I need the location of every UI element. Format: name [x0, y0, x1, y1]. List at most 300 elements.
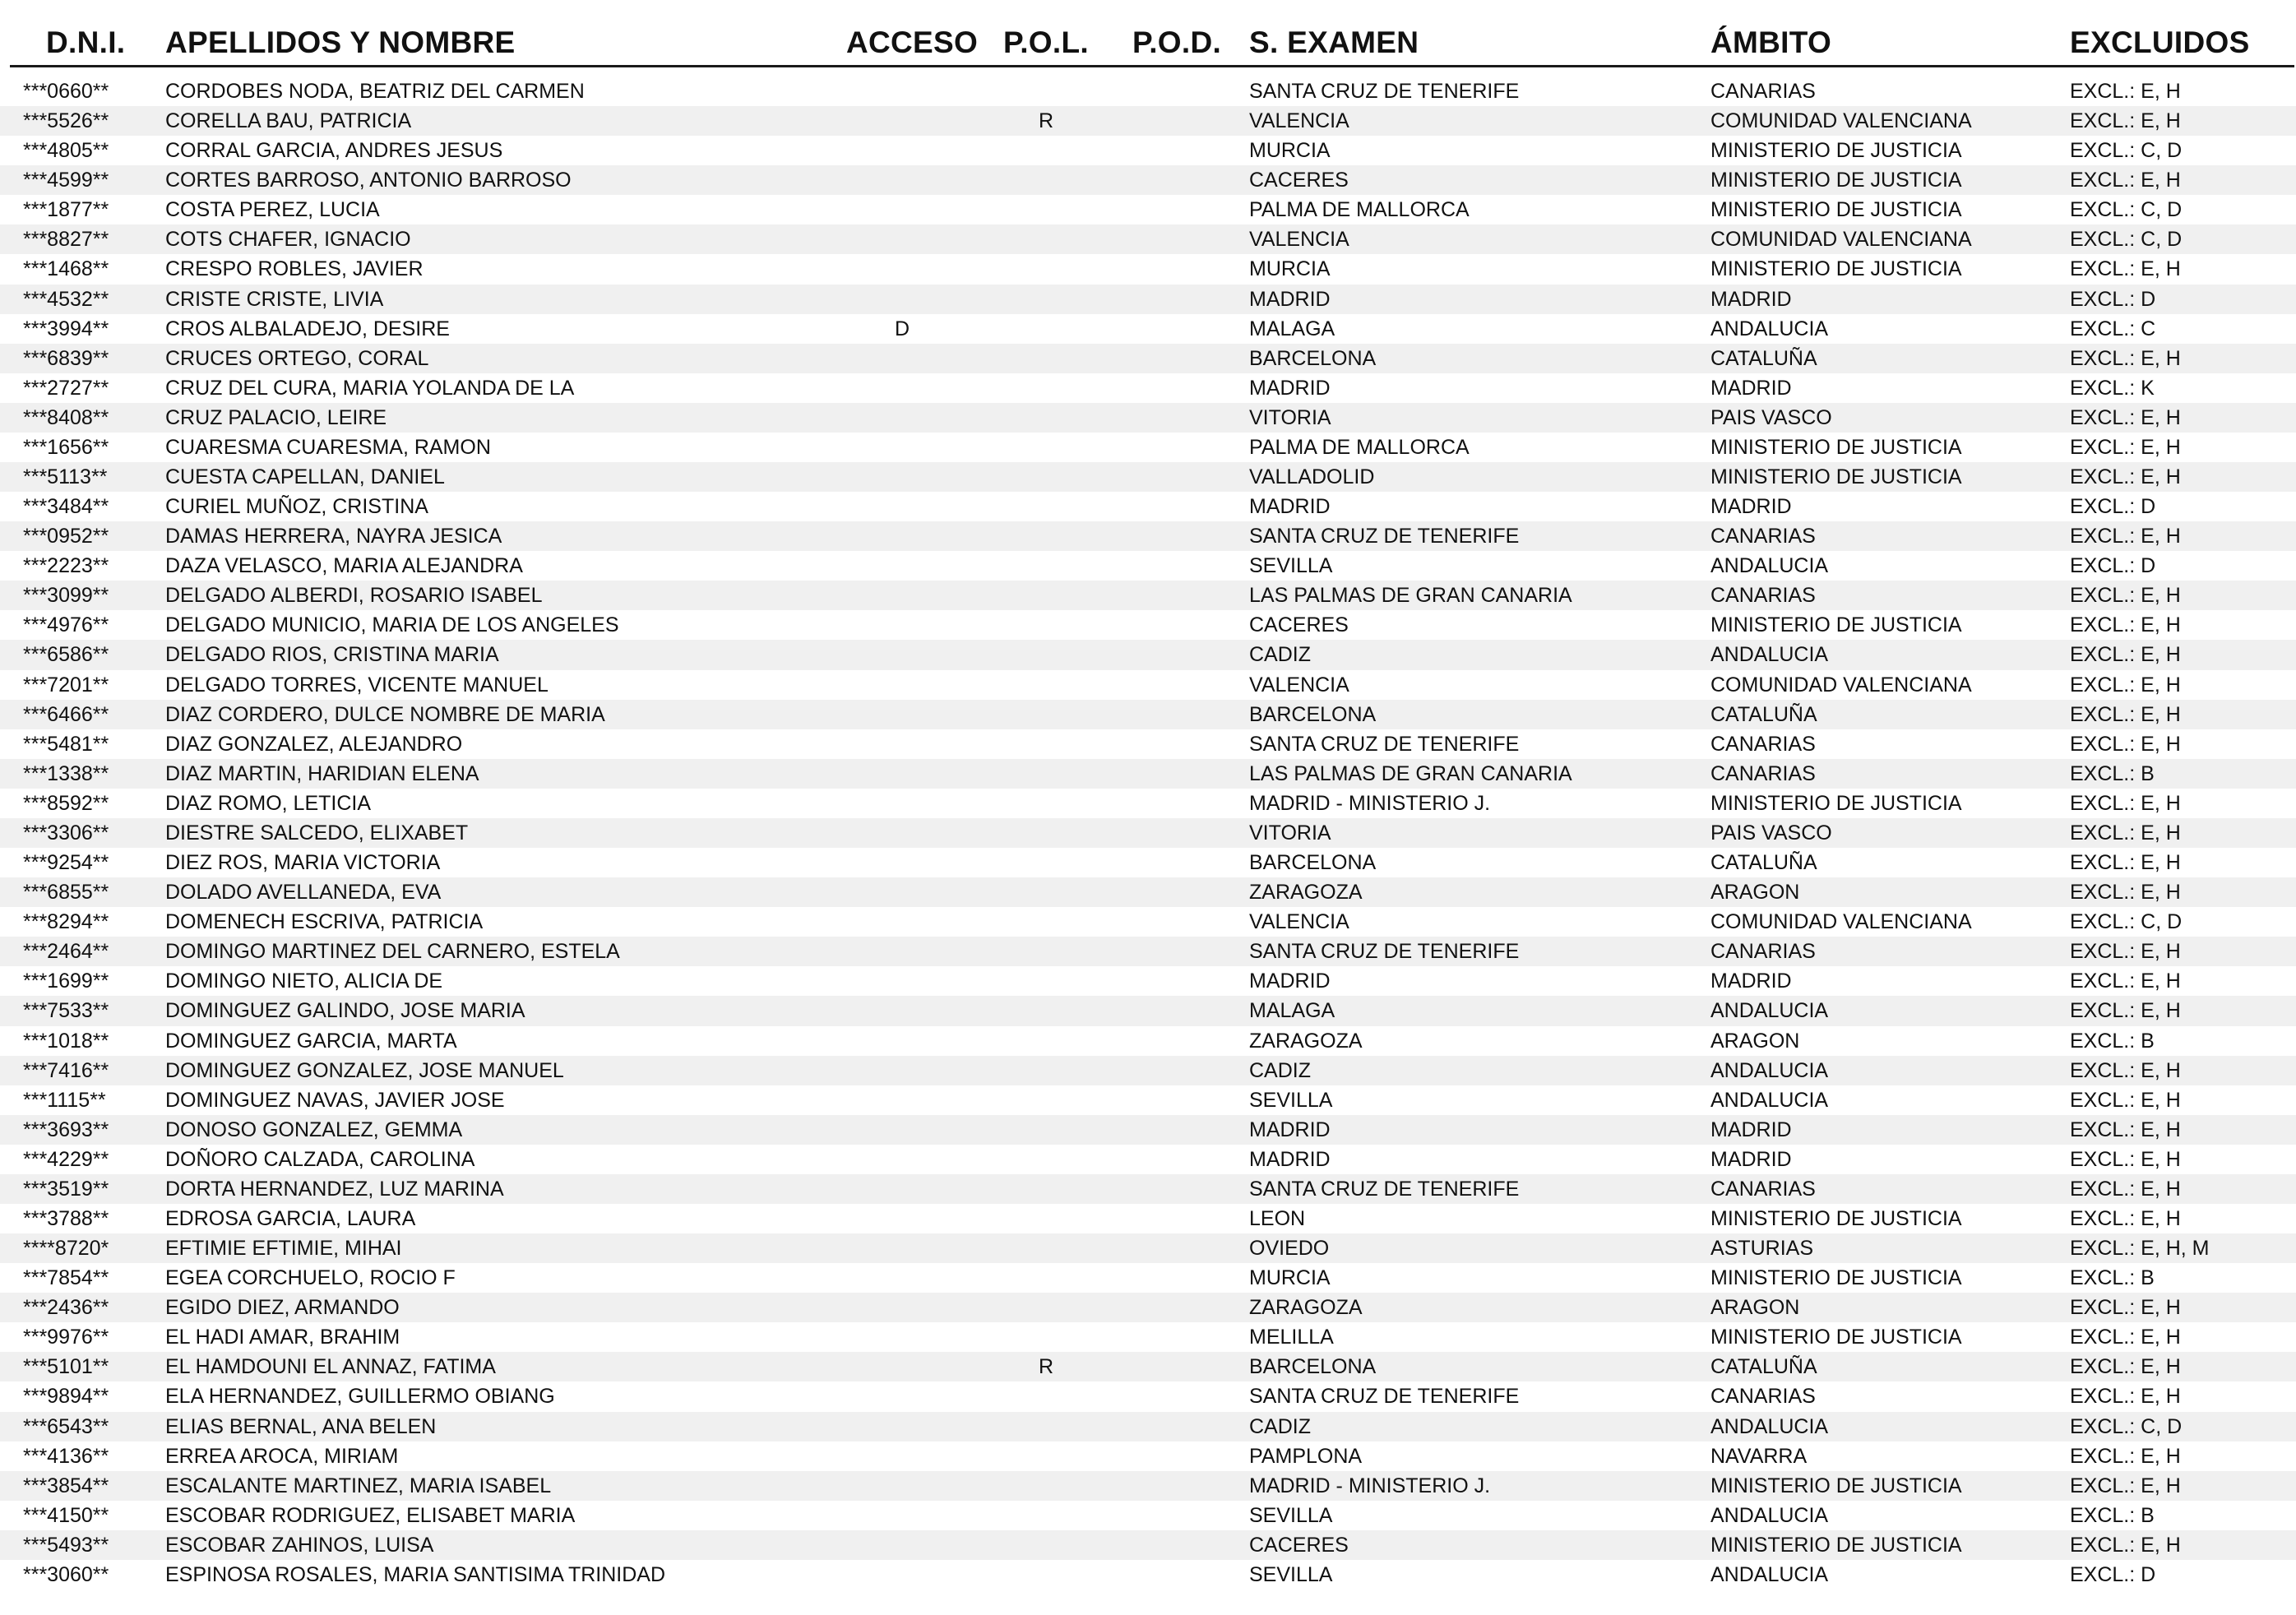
name-cell: DOMINGUEZ GARCIA, MARTA [165, 1029, 457, 1053]
ambito-cell: CANARIAS [1710, 940, 1816, 964]
examen-cell: LAS PALMAS DE GRAN CANARIA [1249, 761, 1572, 785]
dni-cell: ***5113** [23, 465, 108, 489]
pol-cell: R [1039, 1355, 1054, 1379]
name-cell: CRESPO ROBLES, JAVIER [165, 257, 424, 281]
ambito-cell: ANDALUCIA [1710, 554, 1829, 578]
dni-cell: ***8827** [23, 228, 109, 252]
ambito-cell: ANDALUCIA [1710, 1562, 1829, 1586]
dni-cell: ***4532** [23, 287, 109, 311]
dni-cell: ***1115** [23, 1088, 106, 1112]
table-row [0, 877, 2296, 907]
table-row [0, 996, 2296, 1025]
table-row [0, 373, 2296, 403]
table-row [0, 1471, 2296, 1501]
dni-cell: ***2464** [23, 940, 109, 964]
ambito-cell: CATALUÑA [1710, 851, 1817, 875]
examen-cell: MURCIA [1249, 1266, 1331, 1290]
dni-cell: ***4136** [23, 1444, 109, 1468]
ambito-cell: CANARIAS [1710, 1177, 1816, 1201]
dni-cell: ***6466** [23, 702, 109, 726]
excluidos-cell: EXCL.: E, H [2070, 1118, 2181, 1141]
excluidos-cell: EXCL.: E, H [2070, 465, 2181, 489]
excluidos-cell: EXCL.: E, H [2070, 940, 2181, 964]
examen-cell: MADRID [1249, 1147, 1331, 1171]
table-row [0, 789, 2296, 818]
dni-cell: ***8408** [23, 405, 109, 429]
table-row [0, 462, 2296, 492]
excluidos-cell: EXCL.: E, H [2070, 169, 2181, 192]
dni-cell: ***6543** [23, 1414, 109, 1438]
ambito-cell: MINISTERIO DE JUSTICIA [1710, 613, 1962, 637]
excluidos-cell: EXCL.: E, H [2070, 109, 2181, 133]
examen-cell: VALENCIA [1249, 228, 1349, 252]
ambito-cell: MADRID [1710, 376, 1792, 400]
examen-cell: MADRID [1249, 969, 1331, 993]
name-cell: DIESTRE SALCEDO, ELIXABET [165, 821, 469, 845]
name-cell: DOMENECH ESCRIVA, PATRICIA [165, 910, 484, 934]
name-cell: CORELLA BAU, PATRICIA [165, 109, 412, 133]
ambito-cell: ANDALUCIA [1710, 1088, 1829, 1112]
dni-cell: ***4150** [23, 1503, 109, 1527]
dni-cell: ***5481** [23, 732, 109, 756]
name-cell: DELGADO TORRES, VICENTE MANUEL [165, 673, 549, 696]
excluidos-cell: EXCL.: E, H [2070, 702, 2181, 726]
name-cell: ELIAS BERNAL, ANA BELEN [165, 1414, 437, 1438]
ambito-cell: ANDALUCIA [1710, 1058, 1829, 1082]
dni-cell: ***8294** [23, 910, 109, 934]
ambito-cell: COMUNIDAD VALENCIANA [1710, 910, 1972, 934]
ambito-cell: CANARIAS [1710, 761, 1816, 785]
excluidos-cell: EXCL.: C, D [2070, 139, 2183, 163]
table-row [0, 848, 2296, 877]
examen-cell: OVIEDO [1249, 1237, 1330, 1261]
examen-cell: PAMPLONA [1249, 1444, 1363, 1468]
ambito-cell: MADRID [1710, 287, 1792, 311]
header-nombre: APELLIDOS Y NOMBRE [165, 25, 516, 59]
examen-cell: BARCELONA [1249, 851, 1377, 875]
ambito-cell: COMUNIDAD VALENCIANA [1710, 109, 1972, 133]
dni-cell: ***4805** [23, 139, 109, 163]
excluidos-cell: EXCL.: E, H [2070, 999, 2181, 1023]
ambito-cell: COMUNIDAD VALENCIANA [1710, 673, 1972, 696]
ambito-cell: ANDALUCIA [1710, 1414, 1829, 1438]
table-row [0, 224, 2296, 254]
dni-cell: ***9254** [23, 851, 109, 875]
dni-cell: ***2223** [23, 554, 109, 578]
examen-cell: SANTA CRUZ DE TENERIFE [1249, 1385, 1520, 1409]
excluidos-cell: EXCL.: C, D [2070, 228, 2183, 252]
name-cell: DELGADO ALBERDI, ROSARIO ISABEL [165, 584, 543, 608]
dni-cell: ***6855** [23, 881, 109, 905]
dni-cell: ***1877** [23, 198, 109, 222]
excluidos-cell: EXCL.: E, H [2070, 1474, 2181, 1497]
excluidos-cell: EXCL.: E, H [2070, 1177, 2181, 1201]
header-examen: S. EXAMEN [1249, 25, 1419, 59]
examen-cell: CACERES [1249, 169, 1349, 192]
excluidos-cell: EXCL.: E, H [2070, 435, 2181, 459]
excluidos-cell: EXCL.: D [2070, 495, 2156, 519]
ambito-cell: ARAGON [1710, 1296, 1800, 1320]
examen-cell: CADIZ [1249, 643, 1311, 667]
ambito-cell: MADRID [1710, 969, 1792, 993]
excluidos-cell: EXCL.: E, H [2070, 346, 2181, 370]
name-cell: EGEA CORCHUELO, ROCIO F [165, 1266, 456, 1290]
excluidos-cell: EXCL.: E, H [2070, 80, 2181, 103]
table-row [0, 1263, 2296, 1293]
excluidos-cell: EXCL.: E, H [2070, 1444, 2181, 1468]
table-row [0, 1412, 2296, 1441]
examen-cell: SANTA CRUZ DE TENERIFE [1249, 940, 1520, 964]
ambito-cell: MINISTERIO DE JUSTICIA [1710, 1326, 1962, 1349]
excluidos-cell: EXCL.: E, H [2070, 881, 2181, 905]
table-row [0, 1530, 2296, 1560]
table-row [0, 1204, 2296, 1233]
table-body [0, 76, 2296, 1590]
examen-cell: BARCELONA [1249, 1355, 1377, 1379]
table-row [0, 1085, 2296, 1115]
dni-cell: ****8720* [23, 1237, 109, 1261]
name-cell: ERREA AROCA, MIRIAM [165, 1444, 399, 1468]
name-cell: DORTA HERNANDEZ, LUZ MARINA [165, 1177, 504, 1201]
examen-cell: SANTA CRUZ DE TENERIFE [1249, 732, 1520, 756]
table-row [0, 106, 2296, 136]
ambito-cell: MINISTERIO DE JUSTICIA [1710, 198, 1962, 222]
excluidos-cell: EXCL.: E, H [2070, 1533, 2181, 1557]
ambito-cell: MADRID [1710, 1147, 1792, 1171]
examen-cell: MURCIA [1249, 257, 1331, 281]
examen-cell: CADIZ [1249, 1058, 1311, 1082]
table-row [0, 285, 2296, 314]
excluidos-cell: EXCL.: E, H [2070, 613, 2181, 637]
name-cell: DOMINGUEZ GALINDO, JOSE MARIA [165, 999, 525, 1023]
excluidos-cell: EXCL.: B [2070, 1029, 2155, 1053]
ambito-cell: MINISTERIO DE JUSTICIA [1710, 1266, 1962, 1290]
dni-cell: ***7201** [23, 673, 109, 696]
header-dni: D.N.I. [46, 25, 126, 59]
table-row [0, 195, 2296, 224]
table-row [0, 1322, 2296, 1352]
examen-cell: SANTA CRUZ DE TENERIFE [1249, 525, 1520, 548]
examen-cell: VALENCIA [1249, 910, 1349, 934]
excluidos-cell: EXCL.: E, H [2070, 791, 2181, 815]
table-row [0, 314, 2296, 344]
header-acceso: ACCESO [846, 25, 979, 59]
name-cell: CURIEL MUÑOZ, CRISTINA [165, 495, 428, 519]
table-row [0, 759, 2296, 789]
examen-cell: CACERES [1249, 613, 1349, 637]
examen-cell: LEON [1249, 1206, 1306, 1230]
table-row [0, 76, 2296, 106]
name-cell: CORDOBES NODA, BEATRIZ DEL CARMEN [165, 80, 585, 103]
table-row [0, 1115, 2296, 1145]
excluidos-cell: EXCL.: B [2070, 1503, 2155, 1527]
table-row [0, 818, 2296, 848]
ambito-cell: ANDALUCIA [1710, 317, 1829, 340]
ambito-cell: MINISTERIO DE JUSTICIA [1710, 1206, 1962, 1230]
ambito-cell: PAIS VASCO [1710, 405, 1832, 429]
dni-cell: ***0952** [23, 525, 109, 548]
ambito-cell: CATALUÑA [1710, 1355, 1817, 1379]
acceso-cell: D [895, 317, 910, 340]
examen-cell: MADRID [1249, 287, 1331, 311]
name-cell: DOMINGO MARTINEZ DEL CARNERO, ESTELA [165, 940, 620, 964]
ambito-cell: CANARIAS [1710, 525, 1816, 548]
examen-cell: MADRID - MINISTERIO J. [1249, 791, 1491, 815]
name-cell: ESCOBAR ZAHINOS, LUISA [165, 1533, 434, 1557]
examen-cell: CACERES [1249, 1533, 1349, 1557]
table-row [0, 1441, 2296, 1471]
examen-cell: MADRID [1249, 376, 1331, 400]
table-row [0, 1381, 2296, 1411]
table-row [0, 1026, 2296, 1056]
table-row [0, 670, 2296, 700]
examen-cell: VITORIA [1249, 405, 1331, 429]
name-cell: ESCALANTE MARTINEZ, MARIA ISABEL [165, 1474, 552, 1497]
header-ambito: ÁMBITO [1710, 25, 1832, 59]
ambito-cell: ANDALUCIA [1710, 1503, 1829, 1527]
name-cell: DIEZ ROS, MARIA VICTORIA [165, 851, 441, 875]
excluidos-cell: EXCL.: E, H [2070, 584, 2181, 608]
table-row [0, 1352, 2296, 1381]
excluidos-cell: EXCL.: E, H [2070, 405, 2181, 429]
dni-cell: ***1468** [23, 257, 109, 281]
ambito-cell: ARAGON [1710, 1029, 1800, 1053]
table-row [0, 1560, 2296, 1590]
ambito-cell: MADRID [1710, 1118, 1792, 1141]
dni-cell: ***3519** [23, 1177, 109, 1201]
excluidos-cell: EXCL.: E, H [2070, 851, 2181, 875]
name-cell: CRUCES ORTEGO, CORAL [165, 346, 429, 370]
examen-cell: SEVILLA [1249, 554, 1333, 578]
name-cell: ESCOBAR RODRIGUEZ, ELISABET MARIA [165, 1503, 576, 1527]
excluidos-cell: EXCL.: D [2070, 554, 2156, 578]
examen-cell: MALAGA [1249, 317, 1335, 340]
dni-cell: ***6839** [23, 346, 109, 370]
excluidos-cell: EXCL.: C, D [2070, 198, 2183, 222]
excluidos-cell: EXCL.: E, H [2070, 643, 2181, 667]
name-cell: CUARESMA CUARESMA, RAMON [165, 435, 491, 459]
excluidos-cell: EXCL.: K [2070, 376, 2155, 400]
examen-cell: SEVILLA [1249, 1562, 1333, 1586]
table-row [0, 966, 2296, 996]
examen-cell: LAS PALMAS DE GRAN CANARIA [1249, 584, 1572, 608]
pol-cell: R [1039, 109, 1054, 133]
name-cell: DELGADO RIOS, CRISTINA MARIA [165, 643, 499, 667]
name-cell: CROS ALBALADEJO, DESIRE [165, 317, 450, 340]
table-row [0, 344, 2296, 373]
examen-cell: VITORIA [1249, 821, 1331, 845]
examen-cell: VALENCIA [1249, 109, 1349, 133]
name-cell: DOLADO AVELLANEDA, EVA [165, 881, 442, 905]
excluidos-cell: EXCL.: E, H [2070, 1147, 2181, 1171]
table-row [0, 403, 2296, 433]
name-cell: DELGADO MUNICIO, MARIA DE LOS ANGELES [165, 613, 619, 637]
excluidos-cell: EXCL.: D [2070, 287, 2156, 311]
name-cell: ESPINOSA ROSALES, MARIA SANTISIMA TRINIDAD [165, 1562, 666, 1586]
excluidos-cell: EXCL.: E, H [2070, 673, 2181, 696]
ambito-cell: MADRID [1710, 495, 1792, 519]
ambito-cell: MINISTERIO DE JUSTICIA [1710, 465, 1962, 489]
ambito-cell: ANDALUCIA [1710, 643, 1829, 667]
ambito-cell: CATALUÑA [1710, 702, 1817, 726]
table-row [0, 1293, 2296, 1322]
excluidos-cell: EXCL.: E, H [2070, 1326, 2181, 1349]
excluidos-cell: EXCL.: D [2070, 1562, 2156, 1586]
examen-cell: PALMA DE MALLORCA [1249, 198, 1470, 222]
dni-cell: ***4599** [23, 169, 109, 192]
ambito-cell: MINISTERIO DE JUSTICIA [1710, 435, 1962, 459]
name-cell: COSTA PEREZ, LUCIA [165, 198, 380, 222]
table-row [0, 1501, 2296, 1530]
name-cell: EDROSA GARCIA, LAURA [165, 1206, 416, 1230]
name-cell: DIAZ CORDERO, DULCE NOMBRE DE MARIA [165, 702, 605, 726]
dni-cell: ***1656** [23, 435, 109, 459]
table-row [0, 1056, 2296, 1085]
dni-cell: ***3994** [23, 317, 109, 340]
ambito-cell: MINISTERIO DE JUSTICIA [1710, 257, 1962, 281]
name-cell: EGIDO DIEZ, ARMANDO [165, 1296, 400, 1320]
examen-cell: SANTA CRUZ DE TENERIFE [1249, 80, 1520, 103]
examen-cell: VALLADOLID [1249, 465, 1375, 489]
dni-cell: ***3854** [23, 1474, 109, 1497]
table-row [0, 1174, 2296, 1204]
ambito-cell: ASTURIAS [1710, 1237, 1814, 1261]
examen-cell: MALAGA [1249, 999, 1335, 1023]
dni-cell: ***3693** [23, 1118, 109, 1141]
examen-cell: MELILLA [1249, 1326, 1334, 1349]
ambito-cell: CANARIAS [1710, 732, 1816, 756]
name-cell: ELA HERNANDEZ, GUILLERMO OBIANG [165, 1385, 555, 1409]
ambito-cell: CANARIAS [1710, 80, 1816, 103]
examen-cell: ZARAGOZA [1249, 1296, 1363, 1320]
ambito-cell: CANARIAS [1710, 584, 1816, 608]
dni-cell: ***4976** [23, 613, 109, 637]
examen-cell: MADRID - MINISTERIO J. [1249, 1474, 1491, 1497]
table-row [0, 551, 2296, 581]
name-cell: DONOSO GONZALEZ, GEMMA [165, 1118, 463, 1141]
ambito-cell: MINISTERIO DE JUSTICIA [1710, 169, 1962, 192]
table-row [0, 729, 2296, 759]
excluidos-cell: EXCL.: C [2070, 317, 2156, 340]
table-row [0, 581, 2296, 610]
table-row [0, 521, 2296, 551]
dni-cell: ***9894** [23, 1385, 109, 1409]
excluidos-cell: EXCL.: E, H [2070, 1088, 2181, 1112]
examen-cell: BARCELONA [1249, 346, 1377, 370]
excluidos-cell: EXCL.: E, H [2070, 1058, 2181, 1082]
excluidos-cell: EXCL.: C, D [2070, 910, 2183, 934]
excluidos-cell: EXCL.: E, H [2070, 525, 2181, 548]
excluidos-cell: EXCL.: E, H [2070, 1296, 2181, 1320]
name-cell: EFTIMIE EFTIMIE, MIHAI [165, 1237, 402, 1261]
dni-cell: ***3484** [23, 495, 109, 519]
name-cell: CUESTA CAPELLAN, DANIEL [165, 465, 445, 489]
ambito-cell: COMUNIDAD VALENCIANA [1710, 228, 1972, 252]
name-cell: CRISTE CRISTE, LIVIA [165, 287, 384, 311]
dni-cell: ***5526** [23, 109, 109, 133]
name-cell: DIAZ ROMO, LETICIA [165, 791, 372, 815]
examen-cell: SEVILLA [1249, 1503, 1333, 1527]
examen-cell: PALMA DE MALLORCA [1249, 435, 1470, 459]
ambito-cell: CATALUÑA [1710, 346, 1817, 370]
dni-cell: ***6586** [23, 643, 109, 667]
excluidos-cell: EXCL.: E, H [2070, 732, 2181, 756]
table-row [0, 610, 2296, 640]
dni-cell: ***3099** [23, 584, 109, 608]
examen-cell: MADRID [1249, 495, 1331, 519]
excluidos-cell: EXCL.: C, D [2070, 1414, 2183, 1438]
dni-cell: ***1018** [23, 1029, 109, 1053]
examen-cell: SEVILLA [1249, 1088, 1333, 1112]
examen-cell: VALENCIA [1249, 673, 1349, 696]
dni-cell: ***1338** [23, 761, 109, 785]
name-cell: DOMINGUEZ GONZALEZ, JOSE MANUEL [165, 1058, 564, 1082]
header-rule [10, 65, 2294, 67]
header-pol: P.O.L. [1003, 25, 1089, 59]
header-excluidos: EXCLUIDOS [2070, 25, 2250, 59]
examen-cell: CADIZ [1249, 1414, 1311, 1438]
name-cell: CRUZ PALACIO, LEIRE [165, 405, 387, 429]
dni-cell: ***2436** [23, 1296, 109, 1320]
excluidos-cell: EXCL.: E, H [2070, 821, 2181, 845]
excluidos-cell: EXCL.: B [2070, 1266, 2155, 1290]
dni-cell: ***3060** [23, 1562, 109, 1586]
ambito-cell: MINISTERIO DE JUSTICIA [1710, 139, 1962, 163]
name-cell: DAMAS HERRERA, NAYRA JESICA [165, 525, 502, 548]
ambito-cell: NAVARRA [1710, 1444, 1808, 1468]
name-cell: DOMINGO NIETO, ALICIA DE [165, 969, 443, 993]
examen-cell: ZARAGOZA [1249, 881, 1363, 905]
table-row [0, 907, 2296, 937]
table-row [0, 700, 2296, 729]
examen-cell: MURCIA [1249, 139, 1331, 163]
examen-cell: BARCELONA [1249, 702, 1377, 726]
excluidos-cell: EXCL.: E, H [2070, 1355, 2181, 1379]
dni-cell: ***1699** [23, 969, 109, 993]
dni-cell: ***5101** [23, 1355, 109, 1379]
excluidos-cell: EXCL.: E, H [2070, 969, 2181, 993]
excluidos-cell: EXCL.: E, H [2070, 1385, 2181, 1409]
header-pod: P.O.D. [1132, 25, 1222, 59]
name-cell: DIAZ GONZALEZ, ALEJANDRO [165, 732, 463, 756]
name-cell: DOMINGUEZ NAVAS, JAVIER JOSE [165, 1088, 505, 1112]
dni-cell: ***3788** [23, 1206, 109, 1230]
table-row [0, 254, 2296, 284]
examen-cell: MADRID [1249, 1118, 1331, 1141]
name-cell: DIAZ MARTIN, HARIDIAN ELENA [165, 761, 479, 785]
dni-cell: ***5493** [23, 1533, 109, 1557]
ambito-cell: MINISTERIO DE JUSTICIA [1710, 1474, 1962, 1497]
table-row [0, 1145, 2296, 1174]
name-cell: DOÑORO CALZADA, CAROLINA [165, 1147, 475, 1171]
dni-cell: ***7416** [23, 1058, 109, 1082]
name-cell: CORRAL GARCIA, ANDRES JESUS [165, 139, 503, 163]
table-row [0, 492, 2296, 521]
name-cell: COTS CHAFER, IGNACIO [165, 228, 411, 252]
table-row [0, 165, 2296, 195]
dni-cell: ***9976** [23, 1326, 109, 1349]
dni-cell: ***7854** [23, 1266, 109, 1290]
ambito-cell: ARAGON [1710, 881, 1800, 905]
name-cell: CORTES BARROSO, ANTONIO BARROSO [165, 169, 572, 192]
excluidos-cell: EXCL.: E, H, M [2070, 1237, 2210, 1261]
name-cell: EL HAMDOUNI EL ANNAZ, FATIMA [165, 1355, 496, 1379]
table-row [0, 136, 2296, 165]
table-row [0, 937, 2296, 966]
ambito-cell: PAIS VASCO [1710, 821, 1832, 845]
ambito-cell: MINISTERIO DE JUSTICIA [1710, 791, 1962, 815]
excluidos-cell: EXCL.: E, H [2070, 257, 2181, 281]
